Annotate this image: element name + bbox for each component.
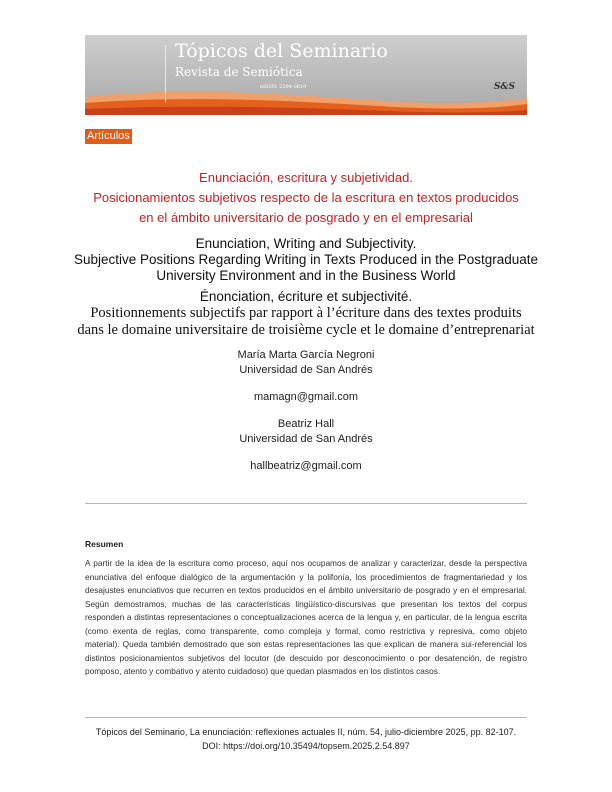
- journal-title: Tópicos del Seminario: [175, 40, 388, 62]
- abstract-text: A partir de la idea de la escritura como proceso, aquí nos ocupamos de analizar y caracterizar, desde la perspectiva enunciativa del enfoque dialógico de la argumentación y la polifonía, los procedimientos de fragmentariedad y los desajustes enunciativos que recurren en textos producidos en el ámbito universitario de posgrado y en el empresarial. Según demostramos, muchas de las características lingüístico-discursivas que presentan los textos del corpus responden a distintas representaciones o conceptualizaciones acerca de la lengua y, en particular, de la lengua escrita (como exenta de reglas, como transparente, como compleja y formal, como restrictiva y represiva, como objeto material). Queda también demostrado que son estas representaciones las que explican de manera sui-referencial los distintos posicionamientos subjetivos del locutor (de descuido por desconocimiento o por desatención, de registro pomposo, atento y combativo y atento cuidadoso) que quedan plasmados en los distintos casos.: [85, 558, 527, 676]
- footer: [70, 725, 542, 753]
- title-es-line: en el ámbito universitario de posgrado y en el empresarial: [139, 210, 473, 225]
- author-affiliation: Universidad de San Andrés: [239, 433, 373, 445]
- title-en-line: University Environment and in the Business World: [156, 268, 456, 283]
- author-email[interactable]: hallbeatriz@gmail.com: [250, 460, 362, 472]
- title-french-subtitle: [70, 305, 542, 339]
- author-email[interactable]: mamagn@gmail.com: [253, 391, 359, 403]
- publisher-logo: S&S: [493, 82, 515, 92]
- title-spanish: [85, 168, 527, 228]
- journal-issn: eISSN: 2594-0619: [260, 84, 307, 90]
- title-es-line: Posicionamientos subjetivos respecto de la escritura en textos producidos: [93, 190, 519, 205]
- title-es-line: Enunciación, escritura y subjetividad.: [199, 170, 413, 185]
- title-english: [70, 236, 542, 284]
- journal-banner: [85, 35, 527, 115]
- author-block: [85, 348, 527, 474]
- footer-citation: Tópicos del Seminario, La enunciación: reflexiones actuales II, núm. 54, julio-diciembre 2025, pp. 82-107.: [95, 727, 517, 737]
- journal-subtitle: Revista de Semiótica: [175, 65, 303, 79]
- section-divider: [85, 503, 527, 504]
- footer-doi[interactable]: DOI: https://doi.org/10.35494/topsem.2025.2.54.897: [202, 741, 410, 751]
- footer-divider: [85, 717, 527, 718]
- title-french-heading: Énonciation, écriture et subjectivité.: [199, 289, 413, 304]
- abstract-heading: Resumen: [85, 539, 124, 549]
- author-name: Beatriz Hall: [277, 418, 335, 430]
- author-name: María Marta García Negroni: [237, 349, 375, 361]
- title-en-line: Enunciation, Writing and Subjectivity.: [195, 236, 417, 251]
- banner-divider: [165, 45, 166, 103]
- title-fr-line: Positionnements subjectifs par rapport à l’écriture dans des textes produits: [90, 305, 522, 321]
- title-fr-line: dans le domaine universitaire de troisième cycle et le domaine d’entreprenariat: [77, 322, 535, 338]
- author-affiliation: Universidad de San Andrés: [239, 364, 373, 376]
- title-en-line: Subjective Positions Regarding Writing in Texts Produced in the Postgraduate: [73, 252, 539, 267]
- section-label: Artículos: [87, 130, 130, 142]
